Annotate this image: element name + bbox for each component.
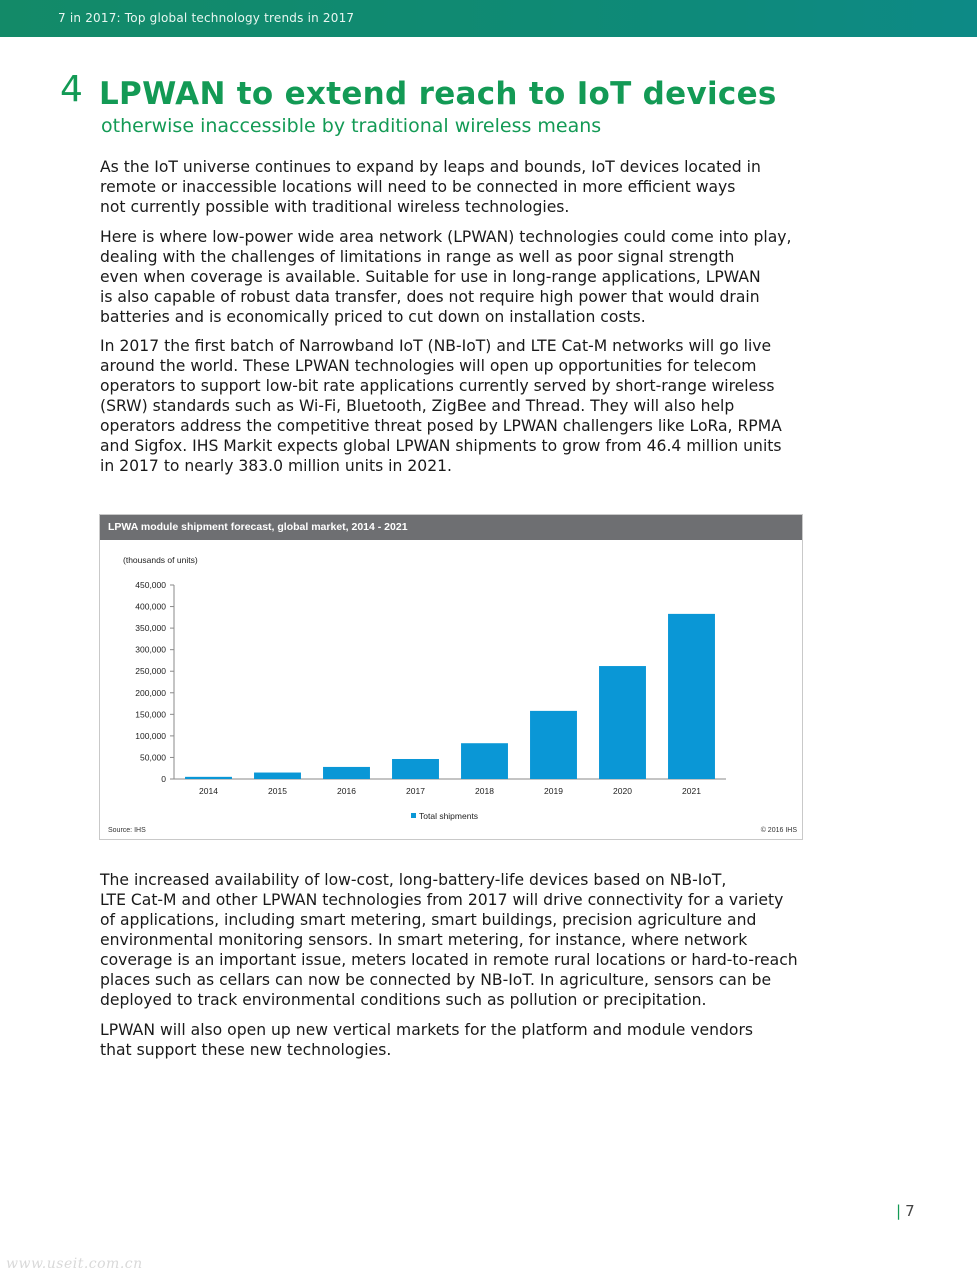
shipment-forecast-chart — [99, 514, 803, 840]
y-tick-label: 150,000 — [135, 709, 166, 720]
chart-source: Source: IHS — [108, 827, 146, 834]
paragraph-applications: The increased availability of low-cost, long-battery-life devices based on NB-IoT, LTE Cat-M and other LPWAN technologies from 2017 will drive connectivity for a variety of applications, including smart metering, smart buildings, precision agriculture and environmental monitoring sensors. In smart metering, for instance, where network coverage is an important issue, meters located in remote rural locations or hard-to-reach places such as cellars can now be connected by NB-IoT. In agriculture, sensors can be deployed to track environmental conditions such as pollution or precipitation. — [100, 871, 798, 1009]
x-tick-label: 2017 — [406, 786, 425, 796]
page-separator: | — [896, 1202, 902, 1220]
y-axis-label: (thousands of units) — [123, 555, 198, 565]
chart-copyright: © 2016 IHS — [760, 827, 797, 834]
chart-plot — [100, 540, 802, 839]
legend-label: Total shipments — [419, 811, 479, 821]
x-tick-label: 2021 — [682, 786, 701, 796]
x-tick-label: 2020 — [613, 786, 632, 796]
bar-2021 — [668, 614, 715, 779]
header-bar — [0, 0, 977, 37]
paragraph-2017-networks: In 2017 the first batch of Narrowband IoT (NB-IoT) and LTE Cat-M networks will go live around the world. These LPWAN technologies will open up opportunities for telecom operators to support low-bit rate applications currently served by short-range wireless (SRW) standards such as Wi-Fi, Bluetooth, ZigBee and Thread. They will also help operators address the competitive threat posed by LPWAN challengers like LoRa, RPMA and Sigfox. IHS Markit expects global LPWAN shipments to grow from 46.4 million units in 2017 to nearly 383.0 million units in 2021. — [100, 337, 782, 475]
x-tick-label: 2019 — [544, 786, 563, 796]
bar-2016 — [323, 767, 370, 779]
paragraph-new-markets: LPWAN will also open up new vertical markets for the platform and module vendors that support these new technologies. — [100, 1021, 754, 1059]
chart-title-bar — [100, 515, 802, 540]
bar-2014 — [185, 777, 232, 779]
y-tick-label: 400,000 — [135, 601, 166, 612]
x-tick-label: 2016 — [337, 786, 356, 796]
y-tick-label: 200,000 — [135, 687, 166, 698]
y-tick-label: 250,000 — [135, 666, 166, 677]
section-subtitle: otherwise inaccessible by traditional wireless means — [101, 115, 602, 137]
page-number-value: 7 — [905, 1202, 915, 1220]
chart-title: LPWA module shipment forecast, global market, 2014 - 2021 — [108, 521, 408, 533]
y-tick-label: 50,000 — [140, 752, 166, 763]
bar-2015 — [254, 773, 301, 779]
x-tick-label: 2014 — [199, 786, 218, 796]
x-tick-label: 2015 — [268, 786, 287, 796]
page-number — [896, 1202, 915, 1220]
bar-2019 — [530, 711, 577, 779]
section-number: 4 — [60, 69, 83, 110]
bar-2020 — [599, 666, 646, 779]
paragraph-lpwan-definition: Here is where low-power wide area network (LPWAN) technologies could come into play, dealing with the challenges of limitations in range as well as poor signal strength even when coverage is available. Suitable for use in long-range applications, LPWAN is also capable of robust data transfer, does not require high power that would drain batteries and is economically priced to cut down on installation costs. — [100, 228, 792, 326]
watermark: www.useit.com.cn — [6, 1256, 143, 1272]
y-tick-label: 0 — [161, 774, 166, 784]
section-title: LPWAN to extend reach to IoT devices — [99, 76, 777, 112]
y-tick-label: 100,000 — [135, 730, 166, 741]
bar-2018 — [461, 743, 508, 779]
legend-swatch — [411, 813, 416, 818]
running-title: 7 in 2017: Top global technology trends in 2017 — [58, 11, 355, 25]
y-tick-label: 450,000 — [135, 580, 166, 590]
x-tick-label: 2018 — [475, 786, 494, 796]
y-tick-label: 350,000 — [135, 623, 166, 634]
bar-2017 — [392, 759, 439, 779]
paragraph-intro: As the IoT universe continues to expand by leaps and bounds, IoT devices located in remote or inaccessible locations will need to be connected in more efficient ways not currently possible with traditional wireless technologies. — [100, 158, 761, 216]
y-tick-label: 300,000 — [135, 644, 166, 655]
